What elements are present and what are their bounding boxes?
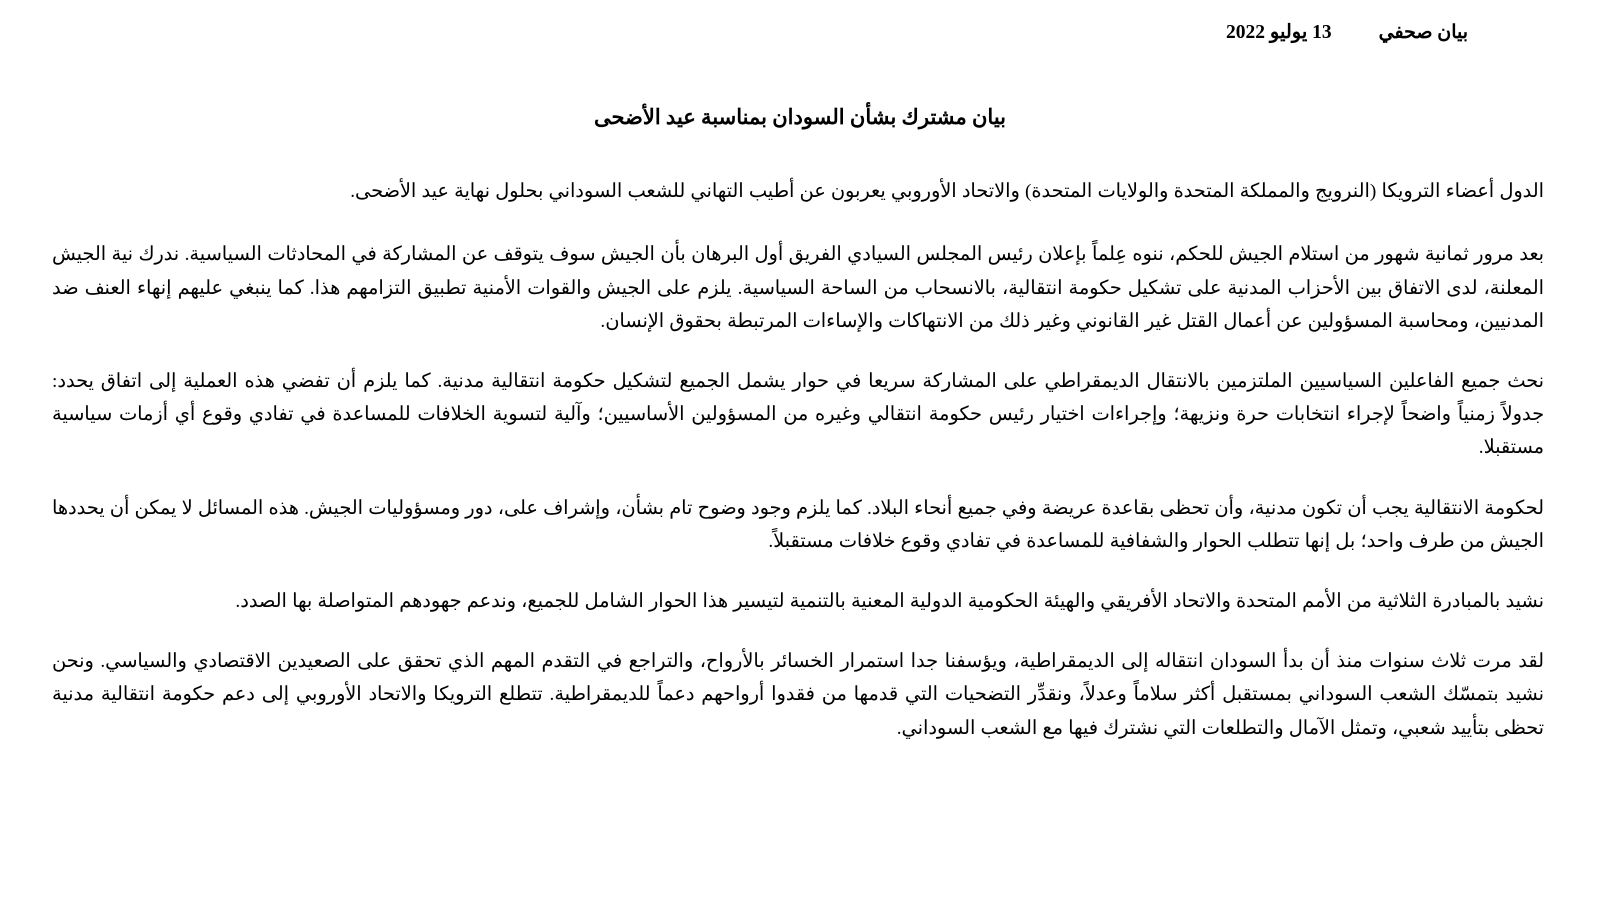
- body-paragraph: بعد مرور ثمانية شهور من استلام الجيش للحكم، ننوه عِلماً بإعلان رئيس المجلس السيادي الفريق أول البرهان بأن الجيش سوف يتوقف عن المشاركة في المحادثات السياسية. ندرك نية الجيش المعلنة، لدى الاتفاق بين الأحزاب المدنية على تشكيل حكومة انتقالية، بالانسحاب من الساحة السياسية. يلزم على الجيش والقوات الأمنية تطبيق التزامهم هذا. كما ينبغي عليهم إنهاء العنف ضد المدنيين، ومحاسبة المسؤولين عن أعمال القتل غير القانوني وغير ذلك من الانتهاكات والإساءات المرتبطة بحقوق الإنسان.: [52, 244, 1544, 332]
- body-paragraph: الدول أعضاء الترويكا (النرويج والمملكة المتحدة والولايات المتحدة) والاتحاد الأوروبي يعربون عن أطيب التهاني للشعب السوداني بحلول نهاية عيد الأضحى.: [350, 181, 1544, 203]
- document-body: [46, 175, 1554, 744]
- document-type-label: بيان صحفي: [1378, 22, 1468, 43]
- body-paragraph: نشيد بالمبادرة الثلاثية من الأمم المتحدة والاتحاد الأفريقي والهيئة الحكومية الدولية المعنية بالتنمية لتيسير هذا الحوار الشامل للجميع، وندعم جهودهم المتواصلة بها الصدد.: [235, 590, 1544, 612]
- body-paragraph: لحكومة الانتقالية يجب أن تكون مدنية، وأن تحظى بقاعدة عريضة وفي جميع أنحاء البلاد. كما يلزم وجود وضوح تام بشأن، وإشراف على، دور ومسؤوليات الجيش. هذه المسائل لا يمكن أن يحددها الجيش من طرف واحد؛ بل إنها تتطلب الحوار والشفافية للمساعدة في تفادي وقوع خلافات مستقبلاً.: [52, 497, 1544, 552]
- page-title: بيان مشترك بشأن السودان بمناسبة عيد الأضحى: [593, 105, 1007, 129]
- body-paragraph: نحث جميع الفاعلين السياسيين الملتزمين بالانتقال الديمقراطي على المشاركة سريعا في حوار يشمل الجميع لتشكيل حكومة انتقالية مدنية. كما يلزم أن تفضي هذه العملية إلى اتفاق يحدد: جدولاً زمنياً واضحاً لإجراء انتخابات حرة ونزيهة؛ وإجراءات اختيار رئيس حكومة انتقالي وغيره من المسؤولين الأساسيين؛ وآلية لتسوية الخلافات للمساعدة في تفادي وقوع أي أزمات سياسية مستقبلا.: [52, 371, 1544, 459]
- body-paragraph: لقد مرت ثلاث سنوات منذ أن بدأ السودان انتقاله إلى الديمقراطية، ويؤسفنا جدا استمرار الخسائر بالأرواح، والتراجع في التقدم المهم الذي تحقق على الصعيدين الاقتصادي والسياسي. ونحن نشيد بتمسّك الشعب السوداني بمستقبل أكثر سلاماً وعدلاً، ونقدِّر التضحيات التي قدمها من فقدوا أرواحهم دعماً للديمقراطية. تتطلع الترويكا والاتحاد الأوروبي إلى دعم حكومة انتقالية مدنية تحظى بتأييد شعبي، وتمثل الآمال والتطلعات التي نشترك فيها مع الشعب السوداني.: [52, 651, 1544, 739]
- document-header: [46, 20, 1554, 44]
- document-date: 13 يوليو 2022: [1226, 22, 1332, 43]
